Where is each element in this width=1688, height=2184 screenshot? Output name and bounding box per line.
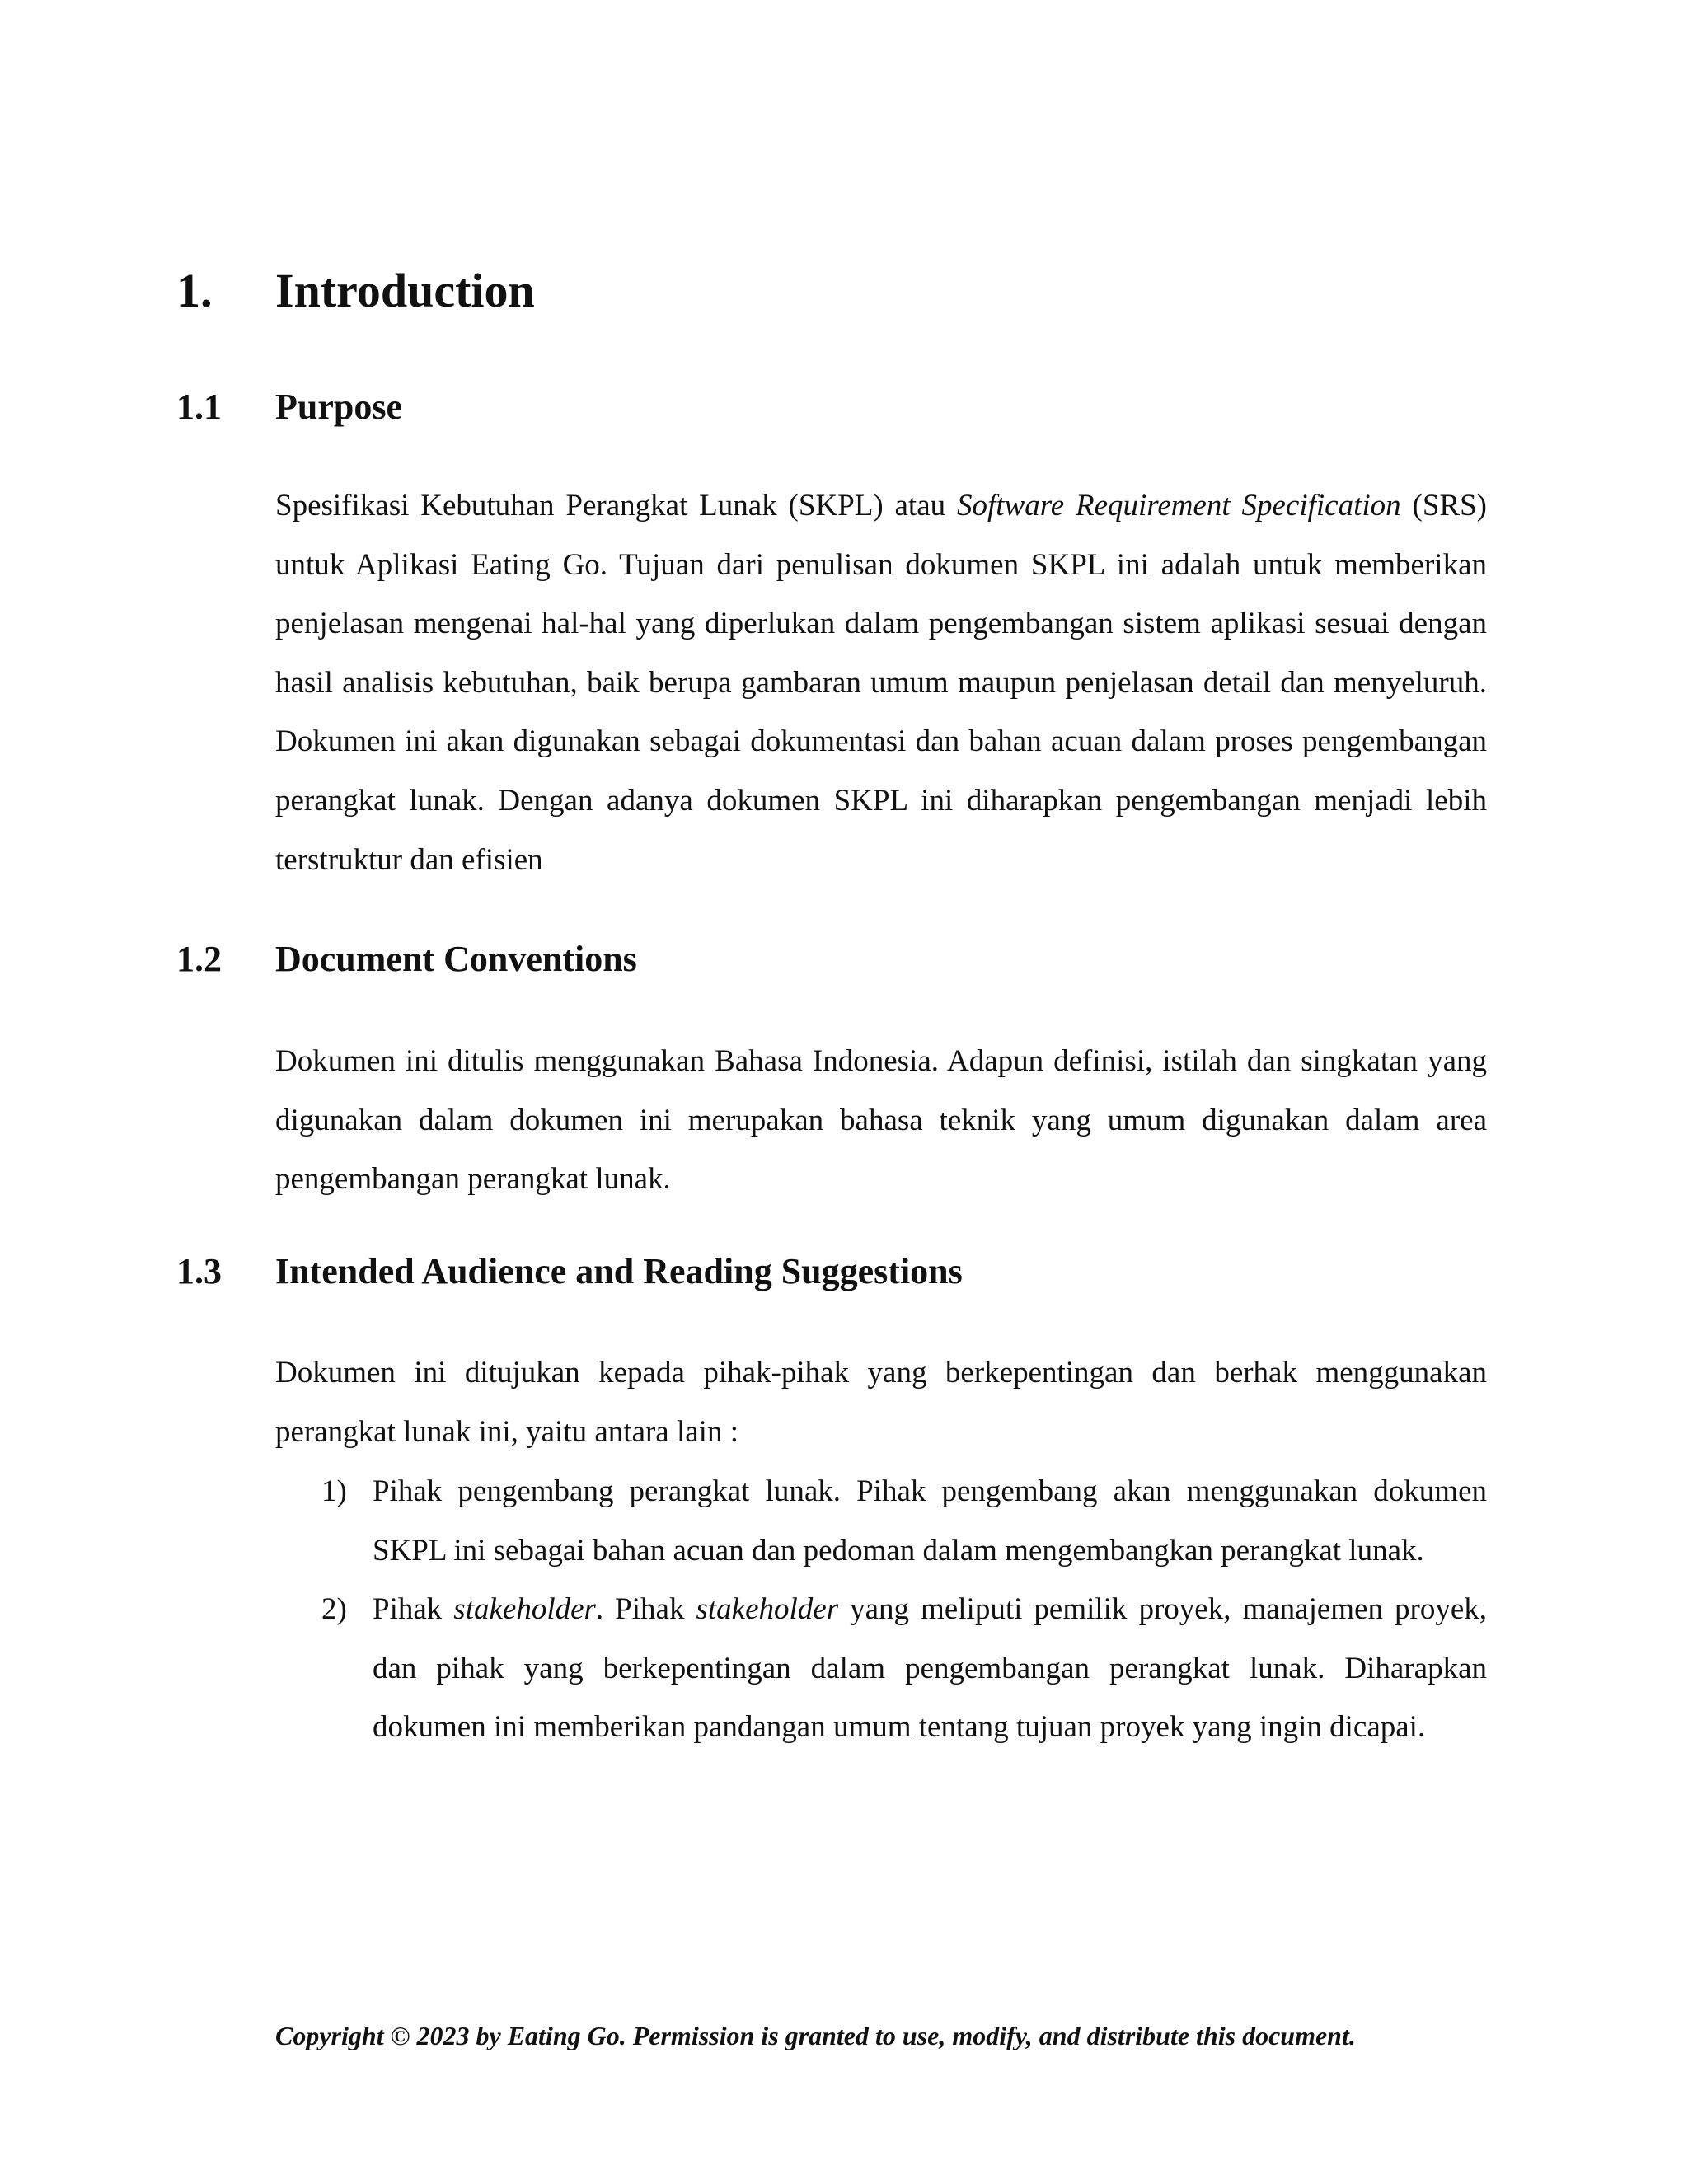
heading-intended-audience [176,1249,963,1295]
list-marker: 2) [321,1592,347,1627]
italic-term: stakeholder [696,1592,839,1627]
italic-term: Software Requirement Specification [956,489,1401,523]
copyright-footer: Copyright © 2023 by Eating Go. Permission is granted to use, modify, and distribute this document. [275,2021,1356,2050]
list-item: 1) Pihak pengembang perangkat lunak. Pihak pengembang akan menggunakan dokumen SKPL ini sebagai bahan acuan dan pedoman dalam mengembangkan perangkat lunak. [321,1462,1487,1580]
section-heading-introduction [176,262,535,320]
heading-document-conventions [176,936,637,982]
heading-number: 1.3 [176,1251,222,1291]
heading-purpose [176,384,402,430]
audience-intro-paragraph: Dokumen ini ditujukan kepada pihak-pihak yang berkepentingan dan berhak menggunakan perangkat lunak ini, yaitu antara lain : [275,1356,1487,1449]
section-title: Introduction [275,264,535,317]
heading-number: 1.2 [176,939,222,979]
heading-number: 1.1 [176,387,222,427]
heading-title: Purpose [275,387,402,427]
heading-title: Intended Audience and Reading Suggestions [275,1251,963,1291]
conventions-paragraph: Dokumen ini ditulis menggunakan Bahasa Indonesia. Adapun definisi, istilah dan singkatan yang digunakan dalam dokumen ini merupakan bahasa teknik yang umum digunakan dalam area pengembangan perangkat lunak. [275,1044,1487,1197]
audience-list [321,1462,1487,1757]
heading-title: Document Conventions [275,939,637,979]
section-number: 1. [176,264,213,317]
list-item: 2) Pihak stakeholder. Pihak stakeholder yang meliputi pemilik proyek, manajemen proyek, dan pihak yang berkepentingan dalam pengembangan perangkat lunak. Diharapkan dokumen ini memberikan pandangan umum tentang tujuan proyek yang ingin dicapai. [321,1580,1487,1757]
list-marker: 1) [321,1474,347,1508]
italic-term: stakeholder [453,1592,596,1627]
purpose-paragraph: Spesifikasi Kebutuhan Perangkat Lunak (SKPL) atau Software Requirement Specification (SRS) untuk Aplikasi Eating Go. Tujuan dari penulisan dokumen SKPL ini adalah untuk memberikan penjelasan mengenai hal-hal yang diperlukan dalam pengembangan sistem aplikasi sesuai dengan hasil analisis kebutuhan, baik berupa gambaran umum maupun penjelasan detail dan menyeluruh. Dokumen ini akan digunakan sebagai dokumentasi dan bahan acuan dalam proses pengembangan perangkat lunak. Dengan adanya dokumen SKPL ini diharapkan pengembangan menjadi lebih terstruktur dan efisien [275,489,1487,877]
